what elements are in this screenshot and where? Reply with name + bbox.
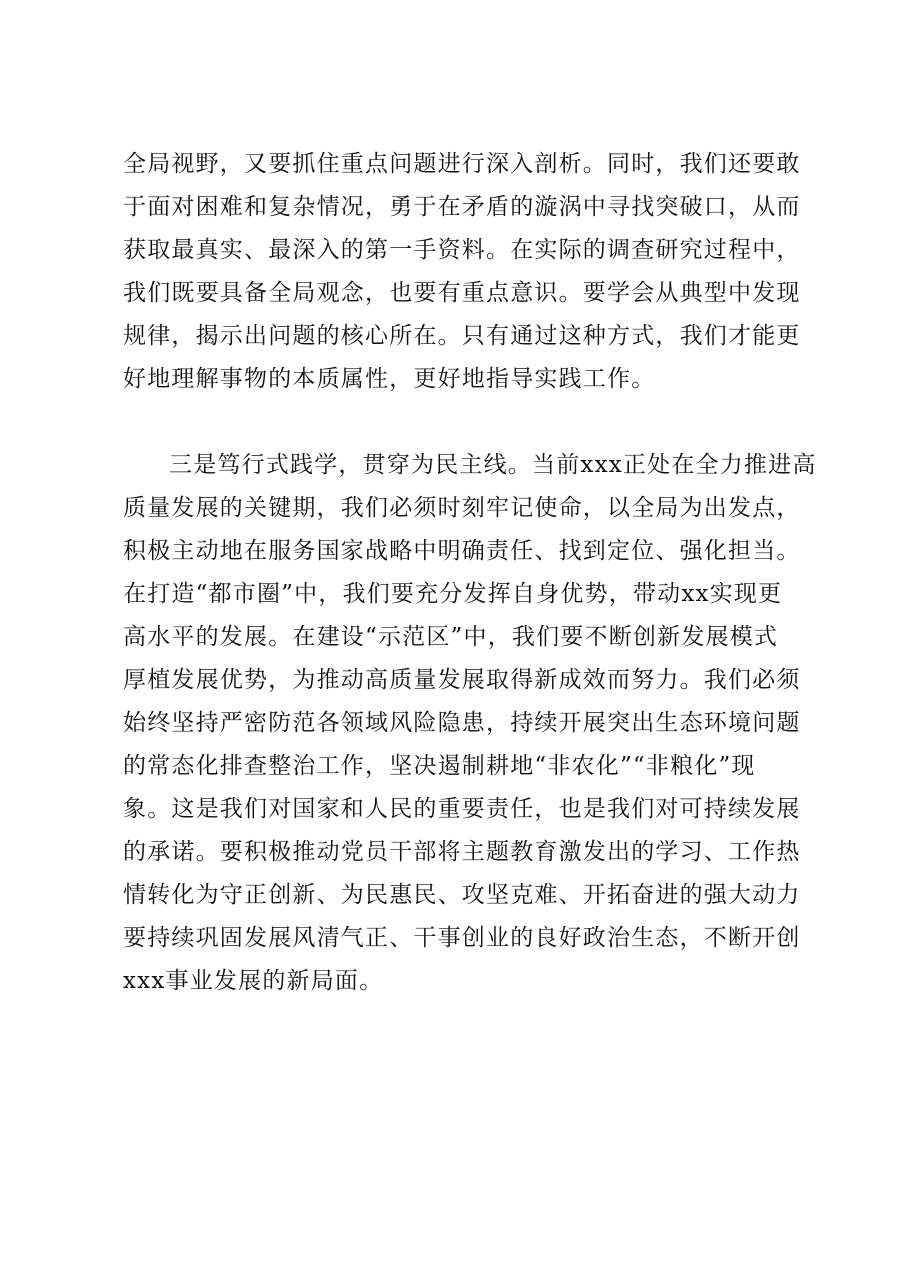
paragraph-line: 始终坚持严密防范各领域风险隐患，持续开展突出生态环境问题 (123, 710, 801, 736)
paragraph-line: 的承诺。要积极推动党员干部将主题教育激发出的学习、工作热 (123, 839, 801, 865)
paragraph-line: 我们既要具备全局观念，也要有重点意识。要学会从典型中发现 (123, 280, 801, 306)
paragraph-line: 规律，揭示出问题的核心所在。只有通过这种方式，我们才能更 (123, 323, 801, 349)
paragraph-line: 在打造“都市圈”中，我们要充分发挥自身优势，带动xx实现更 (123, 581, 783, 607)
paragraph-line: 好地理解事物的本质属性，更好地指导实践工作。 (123, 366, 656, 392)
paragraph-line: 质量发展的关键期，我们必须时刻牢记使命，以全局为出发点， (123, 495, 801, 521)
paragraph-first-line: 三是笃行式践学，贯穿为民主线。当前xxx正处在全力推进高 (169, 452, 817, 478)
paragraph-2 (123, 444, 823, 1003)
paragraph-1 (123, 143, 823, 401)
paragraph-line: 要持续巩固发展风清气正、干事创业的良好政治生态，不断开创 (123, 925, 801, 951)
paragraph-line: 于面对困难和复杂情况，勇于在矛盾的漩涡中寻找突破口，从而 (123, 194, 801, 220)
paragraph-line: 高水平的发展。在建设“示范区”中，我们要不断创新发展模式 (123, 624, 779, 650)
paragraph-line: xxx事业发展的新局面。 (123, 968, 384, 994)
paragraph-line: 积极主动地在服务国家战略中明确责任、找到定位、强化担当。 (123, 538, 801, 564)
paragraph-line: 全局视野，又要抓住重点问题进行深入剖析。同时，我们还要敢 (123, 151, 801, 177)
paragraph-line: 的常态化排查整治工作，坚决遏制耕地“非农化”“非粮化”现 (123, 753, 756, 779)
paragraph-line: 情转化为守正创新、为民惠民、攻坚克难、开拓奋进的强大动力 (123, 882, 801, 908)
paragraph-line: 厚植发展优势，为推动高质量发展取得新成效而努力。我们必须 (123, 667, 801, 693)
paragraph-line: 象。这是我们对国家和人民的重要责任，也是我们对可持续发展 (123, 796, 801, 822)
paragraph-line: 获取最真实、最深入的第一手资料。在实际的调查研究过程中， (123, 237, 801, 263)
